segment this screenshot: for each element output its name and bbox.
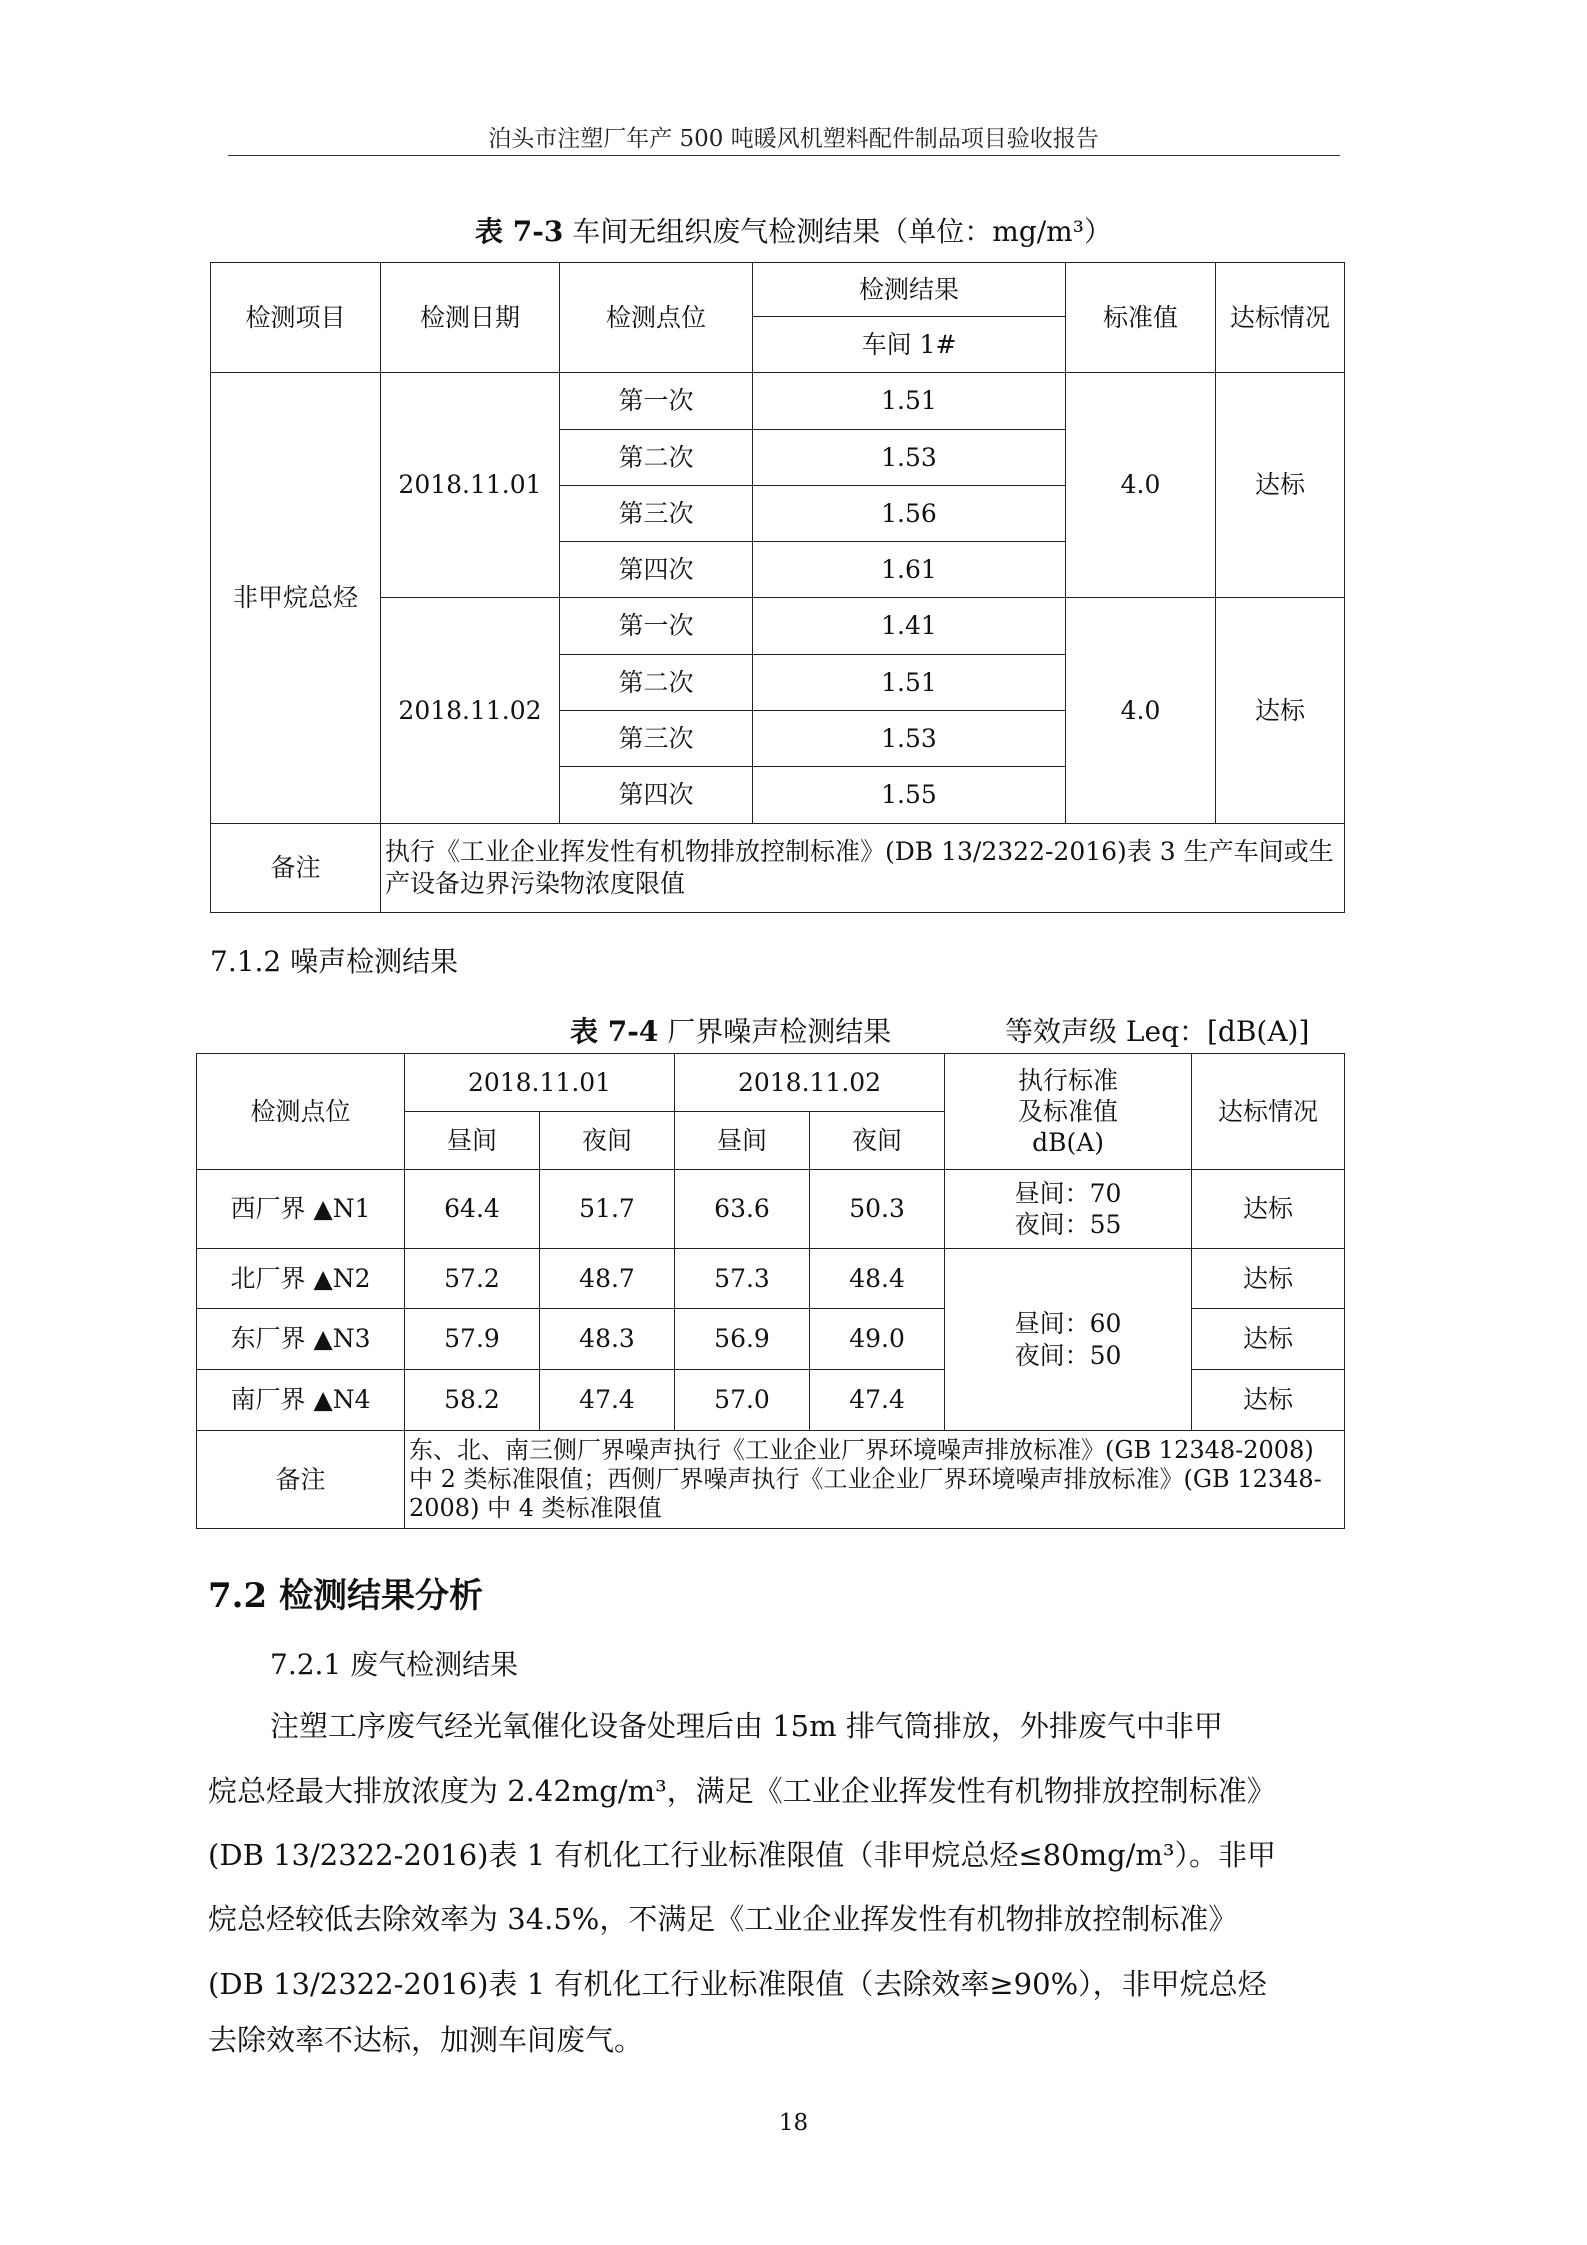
header-divider	[228, 155, 1340, 156]
table-7-4	[196, 1053, 1345, 1529]
table2-header-standard	[945, 1054, 1192, 1170]
table1-point-cell: 第一次	[560, 598, 753, 655]
table1-caption	[0, 210, 1587, 250]
table2-value-cell: 47.4	[810, 1370, 945, 1431]
table1-value-cell: 1.41	[753, 598, 1066, 655]
table1-caption-text: 车间无组织废气检测结果（单位：mg/m³）	[563, 215, 1112, 248]
table2-caption-number: 表 7-4	[570, 1015, 659, 1048]
table1-value-cell: 1.53	[753, 430, 1066, 486]
table2-point-cell: 南厂界 ▲N4	[197, 1370, 405, 1431]
paragraph-line: 去除效率不达标，加测车间废气。	[208, 2023, 644, 2057]
table1-point-cell: 第三次	[560, 486, 753, 542]
table2-value-cell: 47.4	[540, 1370, 675, 1431]
table2-value-cell: 48.7	[540, 1249, 675, 1309]
table1-point-cell: 第二次	[560, 655, 753, 711]
table2-standard-a-night: 夜间：55	[1014, 1210, 1122, 1239]
table1-item-cell: 非甲烷总烃	[211, 373, 381, 824]
table2-header-standard-line2: 及标准值	[1018, 1096, 1119, 1126]
table2-value-cell: 57.9	[405, 1309, 540, 1370]
paragraph-line: 烷总烃较低去除效率为 34.5%，不满足《工业企业挥发性有机物排放控制标准》	[208, 1902, 1238, 1936]
section-7-1-2-heading: 7.1.2 噪声检测结果	[210, 945, 459, 978]
table2-header-standard-line3: dB(A)	[1032, 1128, 1104, 1158]
table1-point-cell: 第一次	[560, 373, 753, 430]
paragraph-line: (DB 13/2322-2016)表 1 有机化工行业标准限值（去除效率≥90%），非甲烷总烃	[208, 1967, 1267, 2001]
table1-value-cell: 1.51	[753, 373, 1066, 430]
table1-value-cell: 1.53	[753, 711, 1066, 767]
table1-standard-cell: 4.0	[1066, 373, 1216, 598]
table2-header-night: 夜间	[540, 1112, 675, 1170]
table-7-3	[210, 262, 1345, 913]
page-header-title: 泊头市注塑厂年产 500 吨暖风机塑料配件制品项目验收报告	[488, 126, 1099, 152]
table2-value-cell: 64.4	[405, 1170, 540, 1249]
table1-note: 执行《工业企业挥发性有机物排放控制标准》(DB 13/2322-2016)表 3 生产车间或生产设备边界污染物浓度限值	[381, 824, 1345, 913]
table1-date-cell: 2018.11.01	[381, 373, 560, 598]
table2-header-night: 夜间	[810, 1112, 945, 1170]
table2-header-date2: 2018.11.02	[675, 1054, 945, 1112]
table2-caption	[570, 1010, 891, 1050]
table2-header-date1: 2018.11.01	[405, 1054, 675, 1112]
table1-point-cell: 第二次	[560, 430, 753, 486]
table2-point-cell: 西厂界 ▲N1	[197, 1170, 405, 1249]
table2-status-cell: 达标	[1192, 1370, 1345, 1431]
table1-value-cell: 1.61	[753, 542, 1066, 598]
table1-point-cell: 第三次	[560, 711, 753, 767]
table2-note-label: 备注	[197, 1431, 405, 1529]
table2-standard-b-night: 夜间：50	[1014, 1340, 1122, 1370]
paragraph-line: 注塑工序废气经光氧催化设备处理后由 15m 排气筒排放，外排废气中非甲	[270, 1709, 1223, 1743]
table1-standard-cell: 4.0	[1066, 598, 1216, 824]
table2-point-cell: 北厂界 ▲N2	[197, 1249, 405, 1309]
table1-header-result: 检测结果	[753, 263, 1066, 317]
table2-header-point: 检测点位	[197, 1054, 405, 1170]
table2-note: 东、北、南三侧厂界噪声执行《工业企业厂界环境噪声排放标准》(GB 12348-2008) 中 2 类标准限值；西侧厂界噪声执行《工业企业厂界环境噪声排放标准》(GB 12348-2008) 中 4 类标准限值	[405, 1431, 1345, 1529]
table1-header-result-sub: 车间 1#	[753, 317, 1066, 373]
table2-standard-cell-a	[945, 1170, 1192, 1249]
table1-header-standard: 标准值	[1066, 263, 1216, 373]
table1-value-cell: 1.51	[753, 655, 1066, 711]
table2-value-cell: 51.7	[540, 1170, 675, 1249]
table2-standard-b-day: 昼间：60	[1014, 1309, 1122, 1339]
table2-caption-text: 厂界噪声检测结果	[658, 1015, 892, 1048]
table2-standard-a-day: 昼间：70	[1014, 1178, 1122, 1208]
table1-header-date: 检测日期	[381, 263, 560, 373]
table1-header-point: 检测点位	[560, 263, 753, 373]
table2-value-cell: 56.9	[675, 1309, 810, 1370]
table2-header-status: 达标情况	[1192, 1054, 1345, 1170]
table2-point-cell: 东厂界 ▲N3	[197, 1309, 405, 1370]
table1-value-cell: 1.56	[753, 486, 1066, 542]
table2-value-cell: 48.3	[540, 1309, 675, 1370]
paragraph-line: (DB 13/2322-2016)表 1 有机化工行业标准限值（非甲烷总烃≤80mg/m³）。非甲	[208, 1838, 1277, 1872]
table2-header-day: 昼间	[405, 1112, 540, 1170]
table2-value-cell: 63.6	[675, 1170, 810, 1249]
table2-status-cell: 达标	[1192, 1249, 1345, 1309]
table2-status-cell: 达标	[1192, 1309, 1345, 1370]
table2-header-day: 昼间	[675, 1112, 810, 1170]
table2-value-cell: 49.0	[810, 1309, 945, 1370]
table1-header-item: 检测项目	[211, 263, 381, 373]
table1-note-label: 备注	[211, 824, 381, 913]
table1-date-cell: 2018.11.02	[381, 598, 560, 824]
table2-value-cell: 57.0	[675, 1370, 810, 1431]
table2-value-cell: 50.3	[810, 1170, 945, 1249]
table2-header-standard-line1: 执行标准	[1018, 1065, 1119, 1095]
table1-status-cell: 达标	[1216, 598, 1345, 824]
section-7-2-1-heading: 7.2.1 废气检测结果	[270, 1648, 519, 1681]
section-7-2-heading: 7.2 检测结果分析	[208, 1576, 483, 1616]
table2-value-cell: 48.4	[810, 1249, 945, 1309]
table2-value-cell: 57.3	[675, 1249, 810, 1309]
table2-status-cell: 达标	[1192, 1170, 1345, 1249]
table2-caption-unit: 等效声级 Leq：[dB(A)]	[1005, 1015, 1310, 1048]
table1-value-cell: 1.55	[753, 767, 1066, 824]
paragraph-line: 烷总烃最大排放浓度为 2.42mg/m³，满足《工业企业挥发性有机物排放控制标准》	[208, 1774, 1276, 1808]
table1-point-cell: 第四次	[560, 767, 753, 824]
table2-standard-cell-b	[945, 1249, 1192, 1431]
table2-value-cell: 58.2	[405, 1370, 540, 1431]
table1-caption-number: 表 7-3	[475, 215, 564, 248]
page-number: 18	[778, 2110, 809, 2136]
table1-header-status: 达标情况	[1216, 263, 1345, 373]
table2-value-cell: 57.2	[405, 1249, 540, 1309]
table1-point-cell: 第四次	[560, 542, 753, 598]
table1-status-cell: 达标	[1216, 373, 1345, 598]
